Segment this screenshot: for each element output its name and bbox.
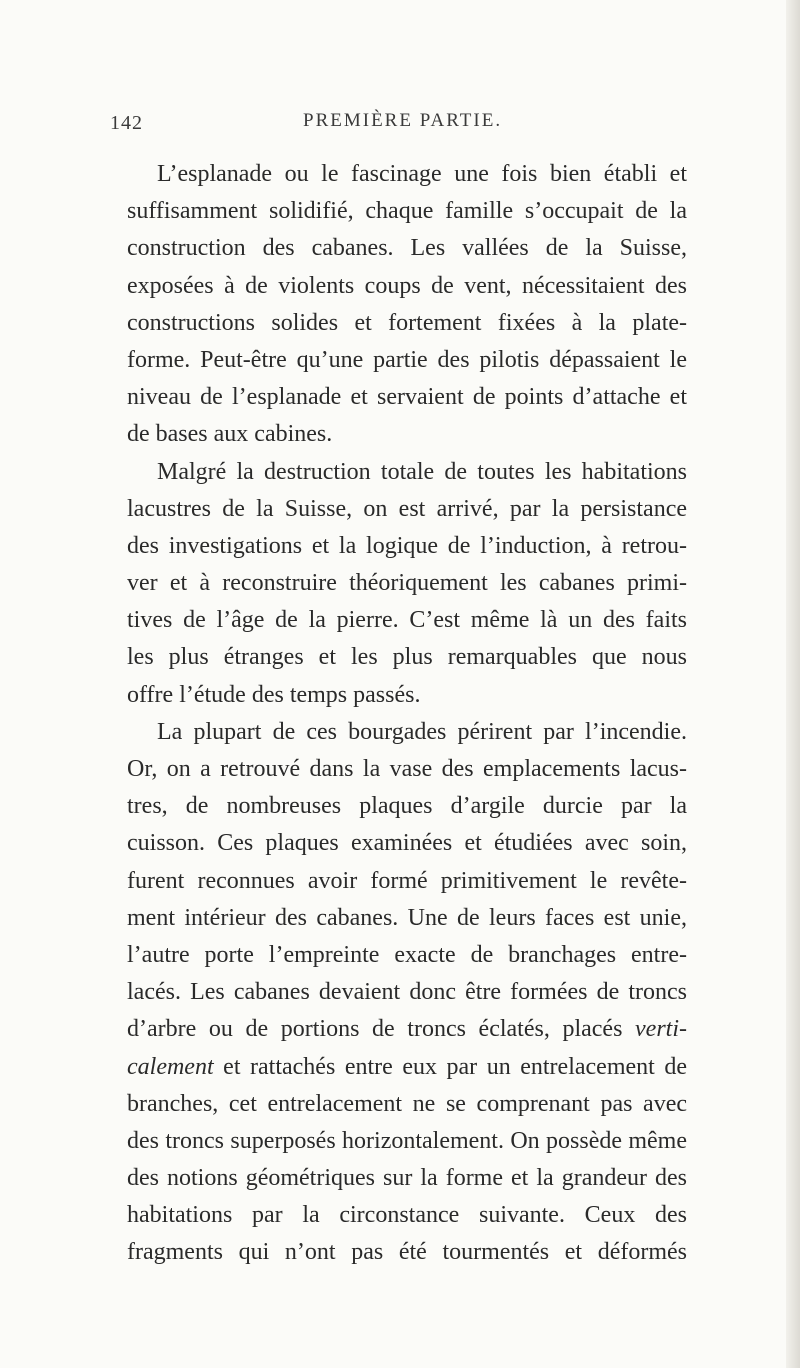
text-line: forme. Peut-être qu’une partie des pilotis dépassaient le xyxy=(127,346,687,373)
text-line: d’arbre ou de portions de troncs éclatés, placés verti- xyxy=(127,1016,687,1043)
text-line: lacustres de la Suisse, on est arrivé, par la persistance xyxy=(127,495,687,522)
text-line: L’esplanade ou le fascinage une fois bien établi et xyxy=(157,161,687,187)
text-line: constructions solides et fortement fixées à la plate- xyxy=(127,309,687,336)
page-number: 142 xyxy=(110,112,143,134)
text-line: Or, on a retrouvé dans la vase des emplacements lacus- xyxy=(127,756,687,782)
italic-text: verti- xyxy=(635,1016,687,1043)
text-line: niveau de l’esplanade et servaient de points d’attache et xyxy=(127,384,687,411)
text-line: cuisson. Ces plaques examinées et étudiées avec soin, xyxy=(127,830,687,857)
text-line: l’autre porte l’empreinte exacte de branchages entre- xyxy=(127,941,687,968)
text-line: branches, cet entrelacement ne se comprenant pas avec xyxy=(127,1090,687,1117)
text-line: La plupart de ces bourgades périrent par l’incendie. xyxy=(157,718,687,745)
page-edge-shadow xyxy=(786,0,800,1368)
text-line: tives de l’âge de la pierre. C’est même là un des faits xyxy=(127,607,687,634)
text-line: des troncs superposés horizontalement. On possède même xyxy=(127,1127,687,1154)
body-text xyxy=(127,156,687,1272)
text-line: de bases aux cabines. xyxy=(127,421,333,448)
text-line: des notions géométriques sur la forme et la grandeur des xyxy=(127,1165,687,1192)
text-line: suffisamment solidifié, chaque famille s’occupait de la xyxy=(127,198,687,225)
text-line: Malgré la destruction totale de toutes les habitations xyxy=(157,458,687,485)
text-line: habitations par la circonstance suivante. Ceux des xyxy=(127,1202,687,1229)
text-line: les plus étranges et les plus remarquables que nous xyxy=(127,644,687,671)
text-line: construction des cabanes. Les vallées de la Suisse, xyxy=(127,235,687,262)
text-line: des investigations et la logique de l’induction, à retrou- xyxy=(127,532,687,559)
text-line: fragments qui n’ont pas été tourmentés et déformés xyxy=(127,1239,687,1266)
text-line: exposées à de violents coups de vent, nécessitaient des xyxy=(127,272,687,299)
text-line: tres, de nombreuses plaques d’argile durcie par la xyxy=(127,793,687,820)
text-line: offre l’étude des temps passés. xyxy=(127,681,421,708)
running-title: PREMIÈRE PARTIE. xyxy=(303,110,503,131)
text-line: furent reconnues avoir formé primitivement le revête- xyxy=(127,867,687,894)
text-line: lacés. Les cabanes devaient donc être formées de troncs xyxy=(127,979,687,1006)
text-line: ver et à reconstruire théoriquement les cabanes primi- xyxy=(127,570,687,597)
text-line: ment intérieur des cabanes. Une de leurs faces est unie, xyxy=(127,904,687,931)
text-line: calement et rattachés entre eux par un entrelacement de xyxy=(127,1053,687,1080)
italic-text: calement xyxy=(127,1053,214,1080)
